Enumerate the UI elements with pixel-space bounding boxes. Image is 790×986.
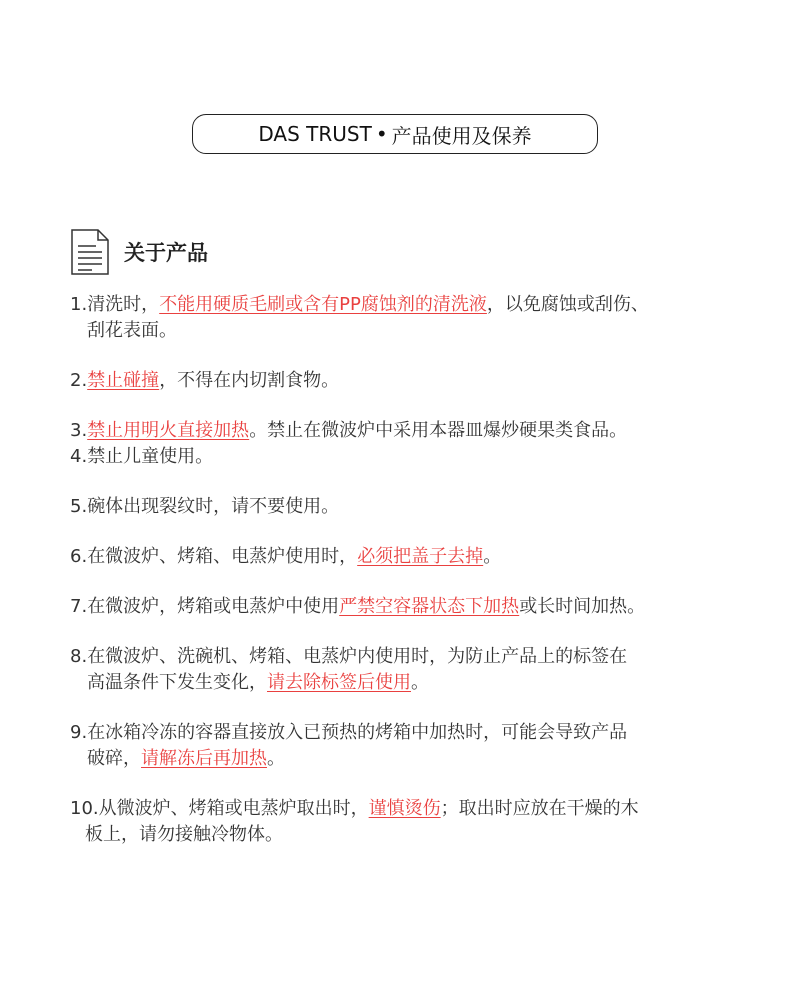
title-banner — [192, 114, 598, 154]
list-item: 8.在微波炉、洗碗机、烤箱、电蒸炉内使用时，为防止产品上的标签在 高温条件下发生变化，请去除标签后使用。 — [70, 646, 628, 693]
warning-highlight: 请去除标签后使用 — [267, 672, 411, 693]
brand-name: DAS TRUST — [258, 122, 372, 146]
list-item: 4.禁止儿童使用。 — [70, 446, 214, 467]
warning-highlight: 请解冻后再加热 — [141, 748, 267, 769]
document-icon — [70, 229, 110, 275]
warning-highlight: 禁止用明火直接加热 — [87, 420, 250, 441]
list-item: 1.清洗时，不能用硬质毛刷或含有PP腐蚀剂的清洗液，以免腐蚀或刮伤、 刮花表面。 — [70, 294, 649, 341]
list-item: 7.在微波炉，烤箱或电蒸炉中使用严禁空容器状态下加热或长时间加热。 — [70, 596, 646, 617]
list-item: 10.从微波炉、烤箱或电蒸炉取出时，谨慎烫伤；取出时应放在干燥的木 板上，请勿接触冷物体。 — [70, 798, 639, 845]
list-item: 9.在冰箱冷冻的容器直接放入已预热的烤箱中加热时，可能会导致产品 破碎，请解冻后再加热。 — [70, 722, 628, 769]
list-item: 6.在微波炉、烤箱、电蒸炉使用时，必须把盖子去掉。 — [70, 546, 502, 567]
title-separator: • — [375, 122, 388, 146]
warning-highlight: 严禁空容器状态下加热 — [339, 596, 520, 617]
list-item: 5.碗体出现裂纹时，请不要使用。 — [70, 496, 340, 517]
title-text: 产品使用及保养 — [391, 123, 532, 148]
list-item: 2.禁止碰撞，不得在内切割食物。 — [70, 370, 340, 391]
warning-highlight: 禁止碰撞 — [87, 370, 160, 391]
warning-highlight: 谨慎烫伤 — [368, 798, 441, 819]
warning-highlight: 不能用硬质毛刷或含有PP腐蚀剂的清洗液 — [159, 294, 487, 315]
list-item: 3.禁止用明火直接加热。禁止在微波炉中采用本器皿爆炒硬果类食品。 — [70, 420, 628, 441]
warning-highlight: 必须把盖子去掉 — [357, 546, 484, 567]
care-instructions-list — [70, 292, 770, 848]
section-title: 关于产品 — [124, 241, 208, 265]
section-header — [70, 228, 208, 276]
